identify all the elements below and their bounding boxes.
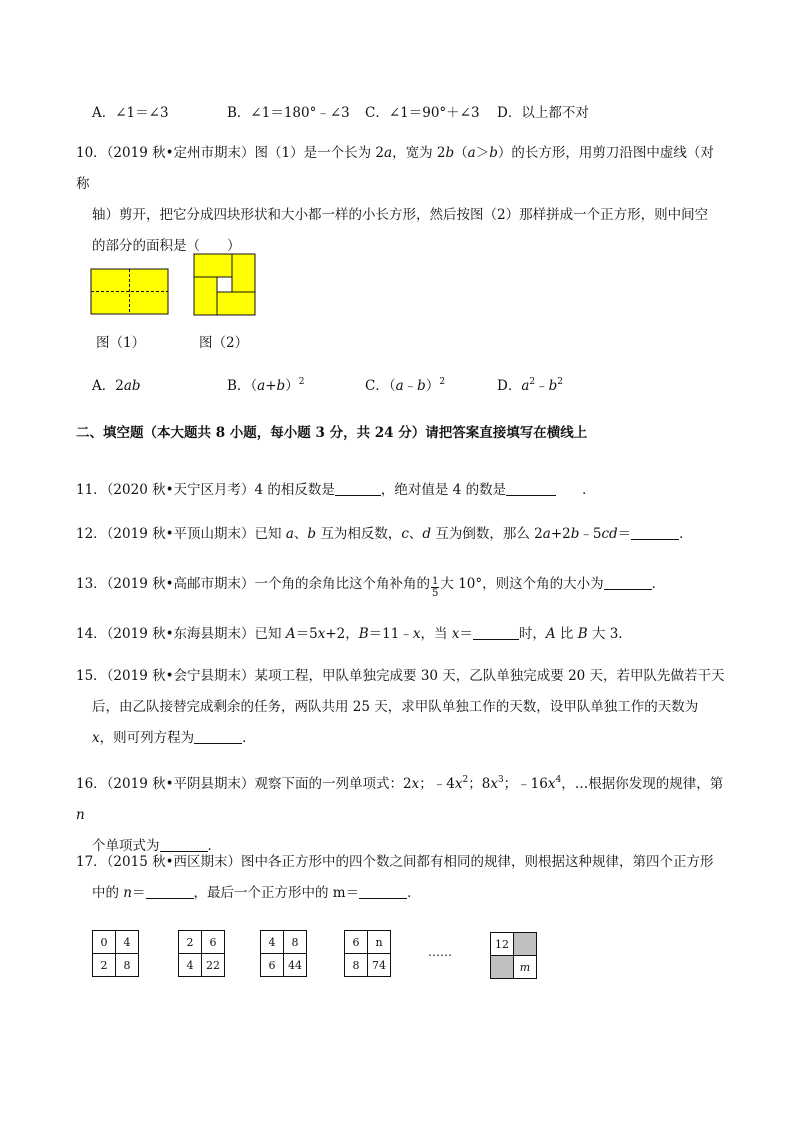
figure-1-rectangle [90,268,170,316]
q11-blank-1[interactable] [335,481,381,496]
section-2-heading: 二、填空题（本大题共 8 小题，每小题 3 分，共 24 分）请把答案直接填写在横线上 [76,425,588,441]
q10-option-b: B．$(a+b)^2$ [227,377,305,394]
q17-line-1: 17．（2015 秋•西区期末）图中各正方形中的四个数之间都有相同的规律，则根据这种规律，第四个正方形 [76,854,714,870]
q15-line-1: 15．（2019 秋•会宁县期末）某项工程，甲队单独完成要 30 天，乙队单独完成要 20 天，若甲队先做若干天 [76,668,725,684]
question-17 [76,847,726,909]
question-13: 13．（2019 秋•高邮市期末）一个角的余角比这个角补角的 $\frac{1}{5}$ 大 10°，则这个角的大小为 ． [76,576,666,599]
q16-line-1: 16．（2019 秋•平阴县期末）观察下面的一列单项式：2x；$﹣4x^2$；$8x^3$；$﹣16x^4$，…根据你发现的规律，第 n [76,775,724,823]
q9-option-c: C．∠1＝90°＋∠3 [365,105,480,121]
q10-line-1: 10．（2019 秋•定州市期末）图（1）是一个长为 2a，宽为 2b（a＞b）的长方形，用剪刀沿图中虚线（对称 [76,145,714,192]
q14-blank[interactable] [473,625,519,640]
q16-line-2: 个单项式为 ． [92,838,221,854]
fraction-one-fifth: $\frac{1}{5}$ [432,576,439,599]
number-square-4: 6 n 8 74 [344,930,391,977]
q13-blank[interactable] [604,575,652,590]
q10-option-d: D．$a^2﹣b^2$ [497,377,564,394]
number-square-3: 4 8 6 44 [260,930,307,977]
q15-line-3: x，则可列方程为 ． [92,730,256,746]
q17-blank-m[interactable] [359,884,407,899]
figure-1-caption: 图（1） [96,335,146,351]
q11-blank-2[interactable] [506,481,556,496]
number-square-last: 12 m [490,932,537,979]
q9-option-b: B．∠1＝180°﹣∠3 [227,105,350,121]
ellipsis: …… [428,945,452,959]
q10-line-3: 的部分的面积是（ ） [92,238,241,254]
figure-2-caption: 图（2） [199,335,249,351]
figure-2-square [193,253,257,317]
question-11: 11．（2020 秋•天宁区月考）4 的相反数是 ，绝对值是 4 的数是 ． [76,482,596,498]
q15-line-2: 后，由乙队接替完成剩余的任务，两队共用 25 天，求甲队单独工作的天数，设甲队单独工作的天数为 [92,699,699,715]
q10-line-2: 轴）剪开，把它分成四块形状和大小都一样的小长方形，然后按图（2）那样拼成一个正方形，则中间空 [92,207,709,223]
q15-blank[interactable] [194,729,242,744]
q17-line-2: 中的 n＝ ，最后一个正方形中的 m＝ ． [92,885,421,901]
q17-blank-n[interactable] [146,884,194,899]
question-10 [76,138,726,262]
q12-blank[interactable] [631,525,679,540]
q9-option-a: A．∠1＝∠3 [92,105,169,121]
number-square-1: 0 4 2 8 [92,930,139,977]
question-15 [76,661,726,754]
question-14: 14．（2019 秋•东海县期末）已知 A＝5x+2，B＝11﹣x，当 x＝ 时，A 比 B 大 3． [76,626,632,642]
q10-option-a: A．2ab [92,378,141,394]
number-square-2: 2 6 4 22 [178,930,225,977]
q10-option-c: C．（a﹣b）$^2$ [365,377,446,394]
q9-option-d: D．以上都不对 [497,105,589,121]
question-12: 12．（2019 秋•平顶山期末）已知 a、b 互为相反数，c、d 互为倒数，那么 2a+2b﹣5cd＝ ． [76,526,693,542]
